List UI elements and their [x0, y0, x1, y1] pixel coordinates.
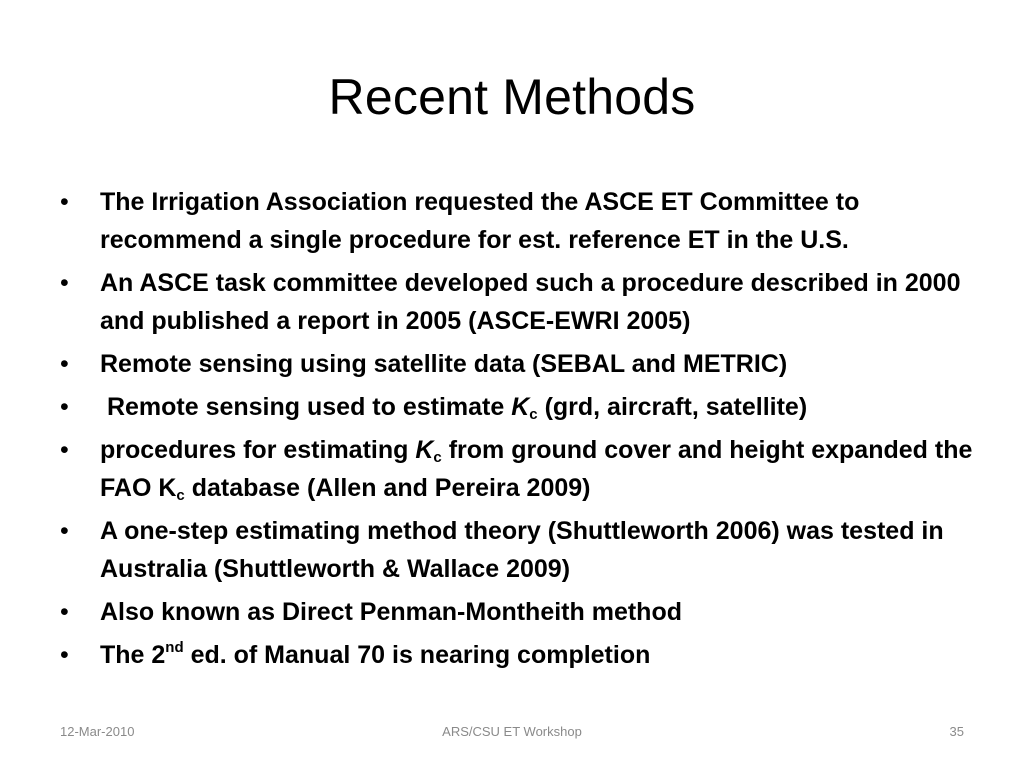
bullet-text: ed. of Manual 70 is nearing completion [183, 641, 651, 669]
bullet-item-3 [60, 345, 980, 383]
bullet-text: A one-step estimating method theory (Shuttleworth 2006) was tested in Australia (Shuttleworth & Wallace 2009) [100, 517, 944, 583]
footer-title: ARS/CSU ET Workshop [442, 724, 582, 739]
bullet-text: The Irrigation Association requested the ASCE ET Committee to recommend a single procedure for est. reference ET in the U.S. [100, 188, 860, 254]
bullet-text: Also known as Direct Penman-Montheith method [100, 598, 682, 626]
bullet-list [60, 183, 980, 679]
bullet-text: from ground cover and height expanded the FAO K [100, 436, 973, 502]
bullet-item-6 [60, 512, 980, 588]
kc-subscript: c [433, 449, 442, 466]
kc-subscript: c [529, 406, 538, 423]
bullet-item-4 [60, 388, 980, 426]
bullet-text: procedures for estimating [100, 436, 416, 464]
bullet-item-2 [60, 264, 980, 340]
kc-subscript: c [176, 487, 185, 504]
bullet-item-7 [60, 593, 980, 631]
kc-symbol: K [511, 393, 530, 421]
bullet-text: Remote sensing used to estimate [100, 393, 512, 421]
bullet-item-5 [60, 431, 980, 507]
bullet-text: An ASCE task committee developed such a procedure described in 2000 and published a report in 2005 (ASCE-EWRI 2005) [100, 269, 961, 335]
bullet-text: The 2 [100, 641, 166, 669]
slide-title: Recent Methods [328, 69, 696, 125]
bullet-text: Remote sensing using satellite data (SEBAL and METRIC) [100, 350, 788, 378]
page-number: 35 [949, 724, 964, 739]
footer-date: 12-Mar-2010 [60, 724, 135, 739]
bullet-text: (grd, aircraft, satellite) [537, 393, 808, 421]
ordinal-superscript: nd [165, 639, 184, 656]
bullet-item-8 [60, 636, 980, 674]
kc-symbol: K [415, 436, 434, 464]
bullet-text: database (Allen and Pereira 2009) [184, 474, 591, 502]
bullet-item-1 [60, 183, 980, 259]
